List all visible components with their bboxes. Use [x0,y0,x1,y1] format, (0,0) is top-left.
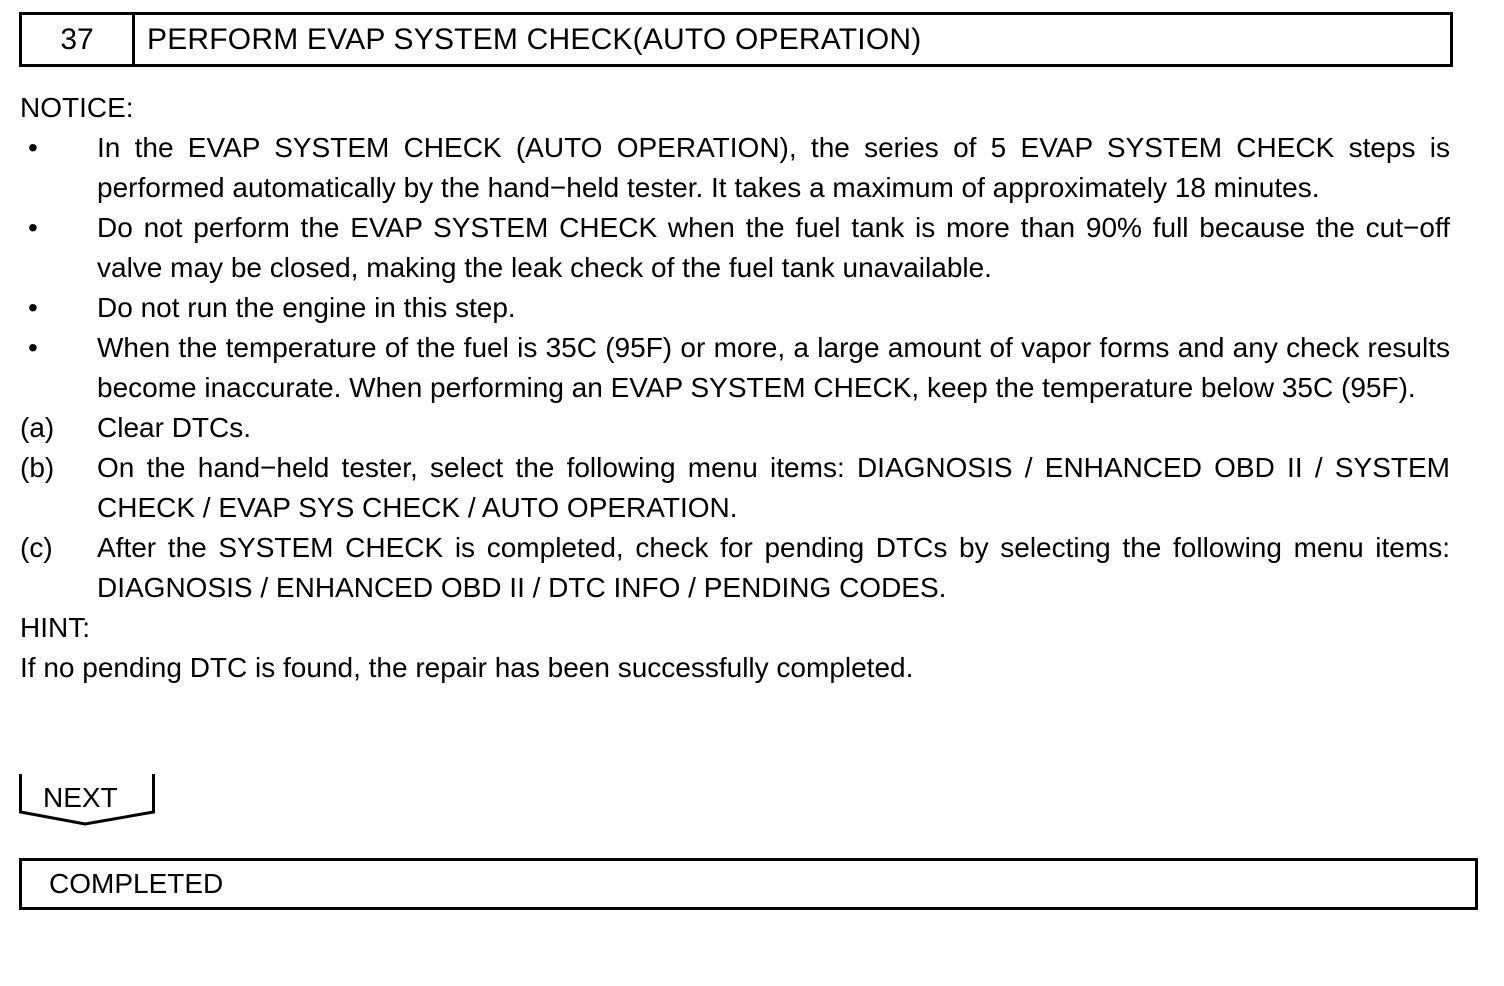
step-marker: (b) [20,452,55,483]
step-text: After the SYSTEM CHECK is completed, check for pending DTCs by selecting the following menu items: DIAGNOSIS / ENHANCED OBD II / DTC INFO / PENDING CODES. [97,532,1450,603]
completed-box [19,858,1478,910]
notice-text: Do not perform the EVAP SYSTEM CHECK when the fuel tank is more than 90% full because the cut−off valve may be closed, making the leak check of the fuel tank unavailable. [97,212,1450,283]
bullet-marker: • [28,132,38,163]
step-text: On the hand−held tester, select the following menu items: DIAGNOSIS / ENHANCED OBD II / SYSTEM CHECK / EVAP SYS CHECK / AUTO OPERATION. [97,452,1450,523]
step-item [20,448,1450,528]
bullet-marker: • [28,332,38,363]
step-marker: (c) [20,532,53,563]
step-title: PERFORM EVAP SYSTEM CHECK(AUTO OPERATION) [147,22,922,56]
notice-text: When the temperature of the fuel is 35C (95F) or more, a large amount of vapor forms and any check results become inaccurate. When performing an EVAP SYSTEM CHECK, keep the temperature below 35C (95F). [97,332,1450,403]
completed-label: COMPLETED [49,868,224,899]
step-text: Clear DTCs. [97,412,252,443]
procedure-content [20,88,1450,688]
hint-text: If no pending DTC is found, the repair has been successfully completed. [20,652,914,683]
bullet-marker: • [28,212,38,243]
notice-item [20,328,1450,408]
step-item [20,408,1450,448]
step-marker: (a) [20,412,55,443]
bullet-marker: • [28,292,38,323]
notice-text: In the EVAP SYSTEM CHECK (AUTO OPERATION), the series of 5 EVAP SYSTEM CHECK steps is performed automatically by the hand−held tester. It takes a maximum of approximately 18 minutes. [97,132,1450,203]
notice-label: NOTICE: [20,92,134,123]
notice-item [20,288,1450,328]
step-item [20,528,1450,608]
notice-item [20,208,1450,288]
step-header [19,12,1453,67]
notice-item [20,128,1450,208]
next-label: NEXT [43,782,118,813]
notice-text: Do not run the engine in this step. [97,292,516,323]
hint-label: HINT: [20,612,90,643]
step-number: 37 [22,15,135,64]
next-button[interactable] [19,774,155,826]
